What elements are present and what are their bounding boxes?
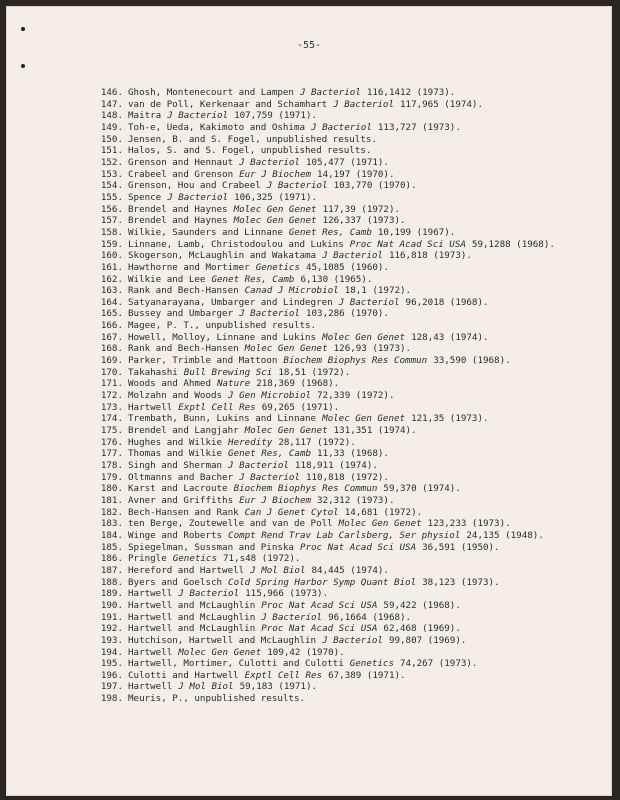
reference-entry: [89, 472, 599, 484]
reference-entry: [89, 215, 599, 227]
reference-journal: J Bacteriol: [239, 156, 300, 168]
reference-journal: Molec Gen Genet: [322, 413, 406, 425]
reference-citation: 118,911 (1974).: [294, 460, 378, 471]
reference-entry: [89, 262, 599, 274]
reference-number: 189.: [100, 588, 123, 600]
reference-journal: J Bacteriol: [322, 634, 383, 646]
reference-entry: [89, 658, 599, 670]
reference-entry: [89, 588, 599, 600]
reference-authors: Hartwell: [128, 681, 173, 693]
reference-journal: Molec Gen Genet: [244, 425, 328, 437]
reference-journal: Bull Brewing Sci: [183, 366, 273, 378]
reference-journal: Proc Nat Acad Sci USA: [299, 541, 417, 553]
reference-number: 147.: [100, 98, 123, 110]
reference-citation: 126,93 (1973).: [333, 343, 412, 355]
reference-citation: 18,1 (1972).: [344, 285, 412, 297]
reference-number: 188.: [100, 576, 123, 588]
margin-mark-top: [21, 27, 25, 31]
reference-number: 175.: [100, 425, 123, 437]
reference-entry: [89, 600, 599, 612]
reference-authors: Wilkie and Lee: [128, 273, 206, 285]
reference-journal: Genetics: [349, 658, 394, 670]
reference-citation: 59,422 (1968).: [383, 599, 461, 611]
reference-entry: [89, 122, 599, 134]
reference-authors: Hereford and Hartwell: [128, 564, 245, 576]
reference-citation: 116,1412 (1973).: [366, 87, 456, 98]
reference-number: 183.: [100, 518, 123, 530]
reference-entry: [89, 460, 599, 472]
reference-authors: Hartwell and McLaughlin: [128, 599, 256, 611]
reference-journal: Molec Gen Genet: [244, 343, 328, 355]
reference-number: 179.: [100, 471, 123, 483]
reference-entry: [89, 227, 599, 239]
reference-entry: [89, 308, 599, 320]
reference-authors: Rank and Bech-Hansen: [128, 343, 239, 355]
reference-authors: Halos, S. and S. Fogel, unpublished results.: [128, 145, 372, 157]
reference-journal: J Mol Biol: [178, 681, 234, 693]
reference-authors: Trembath, Bunn, Lukins and Linnane: [128, 413, 317, 425]
reference-authors: Spence: [128, 191, 162, 203]
reference-citation: 36,591 (1950).: [422, 541, 500, 553]
reference-entry: [89, 565, 599, 577]
reference-citation: 59,370 (1974).: [383, 483, 461, 495]
reference-journal: Genet Res, Camb: [228, 448, 312, 460]
reference-citation: 32,312 (1973).: [317, 494, 395, 506]
reference-number: 166.: [100, 320, 123, 332]
reference-authors: van de Poll, Kerkenaar and Schamhart: [128, 98, 328, 110]
reference-citation: 28,117 (1972).: [278, 436, 356, 448]
reference-number: 150.: [100, 133, 123, 145]
reference-citation: 74,267 (1973).: [400, 658, 478, 670]
reference-entry: [89, 192, 599, 204]
reference-entry: [89, 250, 599, 262]
reference-journal: Biochem Biophys Res Commun: [233, 483, 378, 495]
reference-entry: [89, 180, 599, 192]
reference-citation: 128,43 (1974).: [411, 331, 489, 343]
reference-entry: [89, 495, 599, 507]
reference-authors: Hartwell: [128, 588, 173, 600]
reference-authors: Magee, P. T., unpublished results.: [128, 320, 317, 332]
reference-entry: [89, 145, 599, 157]
reference-number: 163.: [100, 285, 123, 297]
reference-authors: Hawthorne and Mortimer: [128, 261, 250, 273]
reference-number: 169.: [100, 355, 123, 367]
reference-journal: J Gen Microbiol: [228, 390, 312, 402]
reference-number: 148.: [100, 110, 123, 122]
reference-journal: J Bacteriol: [333, 98, 394, 110]
reference-citation: 110,818 (1972).: [305, 471, 389, 483]
reference-citation: 116,818 (1973).: [388, 250, 472, 262]
reference-journal: J Bacteriol: [167, 191, 229, 203]
reference-authors: Bech-Hansen and Rank: [128, 506, 239, 518]
reference-authors: Howell, Molloy, Linnane and Lukins: [128, 331, 317, 343]
reference-number: 192.: [100, 623, 123, 635]
reference-citation: 109,42 (1970).: [267, 646, 345, 658]
reference-number: 196.: [100, 669, 123, 681]
reference-journal: Exptl Cell Res: [178, 401, 256, 413]
reference-entry: [89, 518, 599, 530]
reference-number: 173.: [100, 401, 123, 413]
reference-entry: [89, 483, 599, 495]
reference-authors: Rank and Bech-Hansen: [128, 285, 239, 297]
reference-number: 176.: [100, 436, 123, 448]
reference-journal: Genetics: [255, 261, 300, 273]
reference-journal: Molec Gen Genet: [322, 331, 406, 343]
reference-number: 187.: [100, 564, 123, 576]
reference-number: 160.: [100, 250, 123, 262]
reference-number: 185.: [100, 541, 123, 553]
reference-entry: [89, 448, 599, 460]
reference-journal: J Bacteriol: [239, 308, 300, 320]
reference-journal: Nature: [216, 378, 251, 390]
reference-citation: 105,477 (1971).: [305, 156, 389, 168]
reference-citation: 67,389 (1971).: [328, 669, 406, 681]
reference-number: 168.: [100, 343, 123, 355]
reference-entry: [89, 635, 599, 647]
reference-authors: Hutchison, Hartwell and McLaughlin: [128, 634, 317, 646]
reference-entry: [89, 274, 599, 286]
reference-journal: Molec Gen Genet: [233, 203, 317, 215]
reference-citation: 107,759 (1971).: [234, 110, 318, 122]
reference-citation: 71,s48 (1972).: [223, 553, 301, 565]
reference-citation: 117,39 (1972).: [322, 203, 401, 215]
reference-number: 184.: [100, 529, 123, 541]
reference-entry: [89, 297, 599, 309]
reference-citation: 115,966 (1973).: [245, 588, 329, 600]
reference-citation: 72,339 (1972).: [317, 390, 395, 402]
reference-entry: [89, 647, 599, 659]
reference-authors: Maitra: [128, 110, 162, 122]
reference-citation: 99,807 (1969).: [388, 634, 467, 646]
reference-authors: Woods and Ahmed: [128, 378, 211, 390]
reference-citation: 96,1664 (1968).: [328, 611, 412, 623]
reference-entry: [89, 239, 599, 251]
reference-number: 152.: [100, 156, 123, 168]
margin-mark-side: [21, 64, 25, 68]
reference-journal: Biochem Biophys Res Commun: [283, 355, 428, 367]
reference-authors: Satyanarayana, Umbarger and Lindegren: [128, 296, 333, 308]
reference-citation: 123,233 (1973).: [427, 518, 511, 530]
reference-authors: Hartwell: [128, 646, 173, 658]
reference-journal: Genet Res, Camb: [211, 273, 295, 285]
reference-entry: [89, 157, 599, 169]
reference-number: 190.: [100, 599, 123, 611]
reference-journal: J Bacteriol: [311, 121, 372, 133]
reference-entry: [89, 378, 599, 390]
reference-number: 180.: [100, 483, 123, 495]
reference-journal: J Bacteriol: [228, 460, 289, 471]
reference-number: 194.: [100, 646, 123, 658]
reference-journal: J Bacteriol: [178, 588, 240, 600]
reference-entry: [89, 612, 599, 624]
reference-entry: [89, 413, 599, 425]
reference-authors: Takahashi: [128, 366, 178, 378]
reference-entry: [89, 425, 599, 437]
reference-entry: [89, 670, 599, 682]
reference-journal: J Bacteriol: [239, 471, 300, 483]
reference-number: 178.: [100, 460, 123, 471]
reference-number: 186.: [100, 553, 123, 565]
reference-authors: Karst and Lacroute: [128, 483, 228, 495]
reference-journal: Proc Nat Acad Sci USA: [261, 623, 378, 635]
reference-citation: 33,590 (1968).: [433, 355, 511, 367]
reference-journal: J Bacteriol: [266, 180, 328, 192]
reference-entry: [89, 553, 599, 565]
reference-number: 172.: [100, 390, 123, 402]
reference-journal: Proc Nat Acad Sci USA: [349, 238, 466, 250]
reference-number: 170.: [100, 366, 123, 378]
reference-citation: 14,197 (1970).: [317, 168, 395, 180]
reference-authors: Hughes and Wilkie: [128, 436, 223, 448]
reference-number: 197.: [100, 681, 123, 693]
reference-authors: Ghosh, Montenecourt and Lampen: [128, 87, 294, 98]
reference-citation: 131,351 (1974).: [333, 425, 417, 437]
reference-number: 149.: [100, 121, 123, 133]
reference-number: 182.: [100, 506, 123, 518]
reference-number: 154.: [100, 180, 123, 192]
reference-authors: Linnane, Lamb, Christodoulou and Lukins: [128, 238, 344, 250]
reference-authors: Toh-e, Ueda, Kakimoto and Oshima: [128, 121, 306, 133]
reference-citation: 24,135 (1948).: [466, 529, 544, 541]
reference-journal: Genetics: [172, 553, 217, 565]
reference-citation: 14,681 (1972).: [344, 506, 423, 518]
reference-number: 165.: [100, 308, 123, 320]
reference-entry: [89, 87, 599, 99]
reference-authors: Skogerson, McLaughlin and Wakatama: [128, 250, 317, 262]
reference-number: 167.: [100, 331, 123, 343]
reference-entry: [89, 332, 599, 344]
reference-entry: [89, 542, 599, 554]
reference-authors: Winge and Roberts: [128, 529, 223, 541]
reference-entry: [89, 110, 599, 122]
reference-citation: 59,183 (1971).: [239, 681, 318, 693]
reference-journal: Exptl Cell Res: [244, 669, 323, 681]
reference-journal: Proc Nat Acad Sci USA: [261, 599, 378, 611]
reference-entry: [89, 343, 599, 355]
document-page: [6, 6, 612, 796]
reference-number: 181.: [100, 494, 123, 506]
reference-journal: J Bacteriol: [261, 611, 323, 623]
reference-journal: Molec Gen Genet: [233, 215, 317, 227]
reference-citation: 6,130 (1965).: [300, 273, 373, 285]
reference-authors: Oltmanns and Bacher: [128, 471, 234, 483]
reference-journal: Cold Spring Harbor Symp Quant Biol: [228, 576, 417, 588]
reference-authors: Brendel and Langjahr: [128, 425, 239, 437]
reference-citation: 59,1288 (1968).: [471, 238, 555, 250]
reference-authors: Pringle: [128, 553, 167, 565]
reference-entry: [89, 693, 599, 705]
reference-citation: 218,369 (1968).: [256, 378, 340, 390]
reference-journal: J Bacteriol: [299, 87, 361, 98]
reference-authors: Brendel and Haynes: [128, 215, 228, 227]
reference-number: 157.: [100, 215, 123, 227]
reference-entry: [89, 204, 599, 216]
reference-number: 171.: [100, 378, 123, 390]
reference-entry: [89, 285, 599, 297]
reference-citation: 121,35 (1973).: [411, 413, 489, 425]
reference-entry: [89, 355, 599, 367]
reference-entry: [89, 402, 599, 414]
reference-authors: Spiegelman, Sussman and Pinska: [128, 541, 294, 553]
reference-authors: Meuris, P., unpublished results.: [128, 693, 306, 705]
reference-journal: J Mol Biol: [250, 564, 306, 576]
reference-authors: Molzahn and Woods: [128, 390, 223, 402]
reference-citation: 103,770 (1970).: [333, 180, 417, 192]
reference-authors: Thomas and Wilkie: [128, 448, 223, 460]
reference-entry: [89, 623, 599, 635]
reference-number: 156.: [100, 203, 123, 215]
reference-citation: 103,286 (1970).: [305, 308, 389, 320]
reference-entry: [89, 99, 599, 111]
reference-number: 162.: [100, 273, 123, 285]
reference-list: [89, 87, 599, 705]
reference-journal: Compt Rend Trav Lab Carlsberg, Ser physiol: [228, 529, 461, 541]
reference-citation: 113,727 (1973).: [377, 121, 461, 133]
reference-authors: Grenson, Hou and Crabeel: [128, 180, 261, 192]
reference-authors: Jensen, B. and S. Fogel, unpublished results.: [128, 133, 377, 145]
reference-authors: Singh and Sherman: [128, 460, 223, 471]
reference-citation: 18,51 (1972).: [278, 366, 351, 378]
reference-number: 153.: [100, 168, 123, 180]
reference-citation: 106,325 (1971).: [234, 191, 318, 203]
reference-authors: ten Berge, Zoutewelle and van de Poll: [128, 518, 333, 530]
reference-journal: Genet Res, Camb: [288, 226, 372, 238]
reference-entry: [89, 507, 599, 519]
reference-journal: J Bacteriol: [167, 110, 229, 122]
reference-journal: Molec Gen Genet: [178, 646, 262, 658]
reference-journal: Heredity: [228, 436, 273, 448]
reference-citation: 11,33 (1968).: [317, 448, 389, 460]
reference-number: 193.: [100, 634, 123, 646]
reference-number: 177.: [100, 448, 123, 460]
reference-entry: [89, 390, 599, 402]
reference-authors: Parker, Trimble and Mattoon: [128, 355, 278, 367]
reference-journal: Eur J Biochem: [239, 168, 312, 180]
reference-journal: Can J Genet Cytol: [244, 506, 339, 518]
reference-authors: Culotti and Hartwell: [128, 669, 239, 681]
reference-journal: Molec Gen Genet: [338, 518, 422, 530]
reference-citation: 126,337 (1973).: [322, 215, 406, 227]
reference-number: 195.: [100, 658, 123, 670]
reference-authors: Hartwell and McLaughlin: [128, 611, 256, 623]
reference-number: 146.: [100, 87, 123, 98]
reference-journal: Canad J Microbiol: [244, 285, 339, 297]
reference-number: 155.: [100, 191, 123, 203]
reference-authors: Wilkie, Saunders and Linnane: [128, 226, 283, 238]
reference-number: 161.: [100, 261, 123, 273]
reference-number: 164.: [100, 296, 123, 308]
reference-citation: 38,123 (1973).: [422, 576, 500, 588]
reference-citation: 117,965 (1974).: [400, 98, 483, 110]
reference-entry: [89, 530, 599, 542]
reference-number: 174.: [100, 413, 123, 425]
reference-authors: Bussey and Umbarger: [128, 308, 234, 320]
reference-number: 158.: [100, 226, 123, 238]
reference-entry: [89, 320, 599, 332]
reference-number: 159.: [100, 238, 123, 250]
reference-citation: 62,468 (1969).: [383, 623, 461, 635]
page-number: -55-: [296, 40, 322, 51]
reference-authors: Grenson and Hennaut: [128, 156, 234, 168]
reference-citation: 96,2018 (1968).: [405, 296, 489, 308]
reference-entry: [89, 577, 599, 589]
reference-number: 191.: [100, 611, 123, 623]
reference-number: 151.: [100, 145, 123, 157]
reference-journal: Eur J Biochem: [239, 494, 312, 506]
reference-citation: 84,445 (1974).: [311, 564, 389, 576]
reference-entry: [89, 169, 599, 181]
reference-authors: Hartwell and McLaughlin: [128, 623, 256, 635]
reference-journal: J Bacteriol: [322, 250, 383, 262]
reference-authors: Hartwell: [128, 401, 173, 413]
reference-entry: [89, 134, 599, 146]
reference-authors: Crabeel and Grenson: [128, 168, 234, 180]
reference-authors: Hartwell, Mortimer, Culotti and Culotti: [128, 658, 344, 670]
reference-authors: Avner and Griffiths: [128, 494, 234, 506]
reference-journal: J Bacteriol: [338, 296, 400, 308]
reference-citation: 10,199 (1967).: [377, 226, 456, 238]
reference-authors: Brendel and Haynes: [128, 203, 228, 215]
reference-citation: 45,1085 (1960).: [305, 261, 389, 273]
reference-entry: [89, 367, 599, 379]
reference-number: 198.: [100, 693, 123, 705]
reference-entry: [89, 437, 599, 449]
reference-citation: 69,265 (1971).: [261, 401, 340, 413]
reference-entry: [89, 681, 599, 693]
reference-authors: Byers and Goelsch: [128, 576, 223, 588]
